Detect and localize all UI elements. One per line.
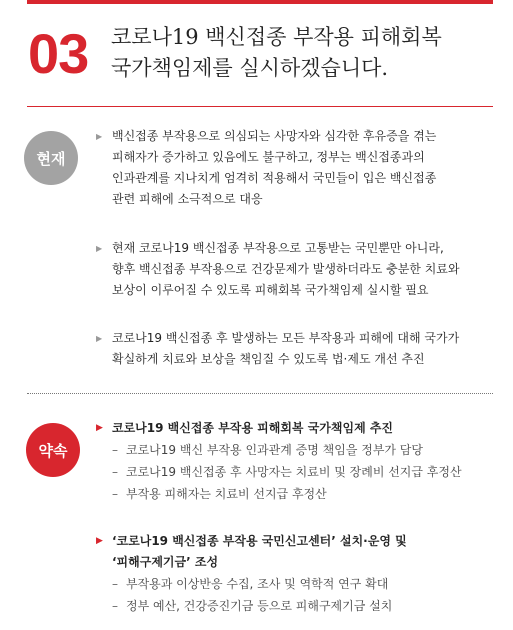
section-divider	[27, 393, 493, 394]
triangle-right-icon: ▶	[96, 132, 103, 141]
top-accent-bar	[27, 0, 493, 4]
page-title	[111, 22, 491, 84]
triangle-right-icon: ▶	[96, 536, 103, 546]
promise-heading: 코로나19 백신접종 부작용 피해회복 국가책임제 추진	[112, 421, 394, 435]
item-line: 인과관계를 지나치게 엄격히 적용해서 국민들이 입은 백신접종	[112, 171, 437, 185]
sub-item: 부작용 피해자는 치료비 선지급 후정산	[126, 487, 327, 501]
promise-item	[96, 418, 496, 505]
item-line: 향후 백신접종 부작용으로 건강문제가 발생하더라도 충분한 치료와	[112, 262, 460, 276]
item-line: 관련 피해에 소극적으로 대응	[112, 192, 263, 206]
item-line: 코로나19 백신접종 후 발생하는 모든 부작용과 피해에 대해 국가가	[112, 331, 460, 345]
dash-icon: –	[112, 599, 118, 613]
title-line: 코로나19 백신접종 부작용 피해회복	[111, 25, 442, 49]
current-badge: 현재	[24, 131, 78, 185]
dash-icon: –	[112, 465, 118, 479]
promise-item	[96, 531, 496, 617]
promise-heading: ‘코로나19 백신접종 부작용 국민신고센터’ 설치·운영 및	[112, 534, 407, 548]
header-divider	[27, 106, 493, 107]
item-line: 현재 코로나19 백신접종 부작용으로 고통받는 국민뿐만 아니라,	[112, 241, 444, 255]
dash-icon: –	[112, 487, 118, 501]
item-line: 보상이 이루어질 수 있도록 피해회복 국가책임제 실시할 필요	[112, 283, 429, 297]
current-item	[96, 126, 496, 210]
promise-badge: 약속	[26, 423, 80, 477]
dash-icon: –	[112, 577, 118, 591]
triangle-right-icon: ▶	[96, 244, 103, 253]
current-item	[96, 238, 496, 301]
section-number: 03	[28, 22, 89, 85]
sub-item: 정부 예산, 건강증진기금 등으로 피해구제기금 설치	[126, 599, 393, 613]
title-line: 국가책임제를 실시하겠습니다.	[111, 56, 389, 80]
sub-item: 코로나19 백신접종 후 사망자는 치료비 및 장례비 선지급 후정산	[126, 465, 462, 479]
triangle-right-icon: ▶	[96, 423, 103, 433]
dash-icon: –	[112, 443, 118, 457]
triangle-right-icon: ▶	[96, 334, 103, 343]
item-line: 백신접종 부작용으로 의심되는 사망자와 심각한 후유증을 겪는	[112, 129, 437, 143]
promise-heading: ‘피해구제기금’ 조성	[112, 555, 219, 569]
sub-item: 코로나19 백신 부작용 인과관계 증명 책임을 정부가 담당	[126, 443, 423, 457]
current-item	[96, 328, 496, 370]
item-line: 피해자가 증가하고 있음에도 불구하고, 정부는 백신접종과의	[112, 150, 425, 164]
sub-item: 부작용과 이상반응 수집, 조사 및 역학적 연구 확대	[126, 577, 389, 591]
item-line: 확실하게 치료와 보상을 책임질 수 있도록 법·제도 개선 추진	[112, 352, 425, 366]
